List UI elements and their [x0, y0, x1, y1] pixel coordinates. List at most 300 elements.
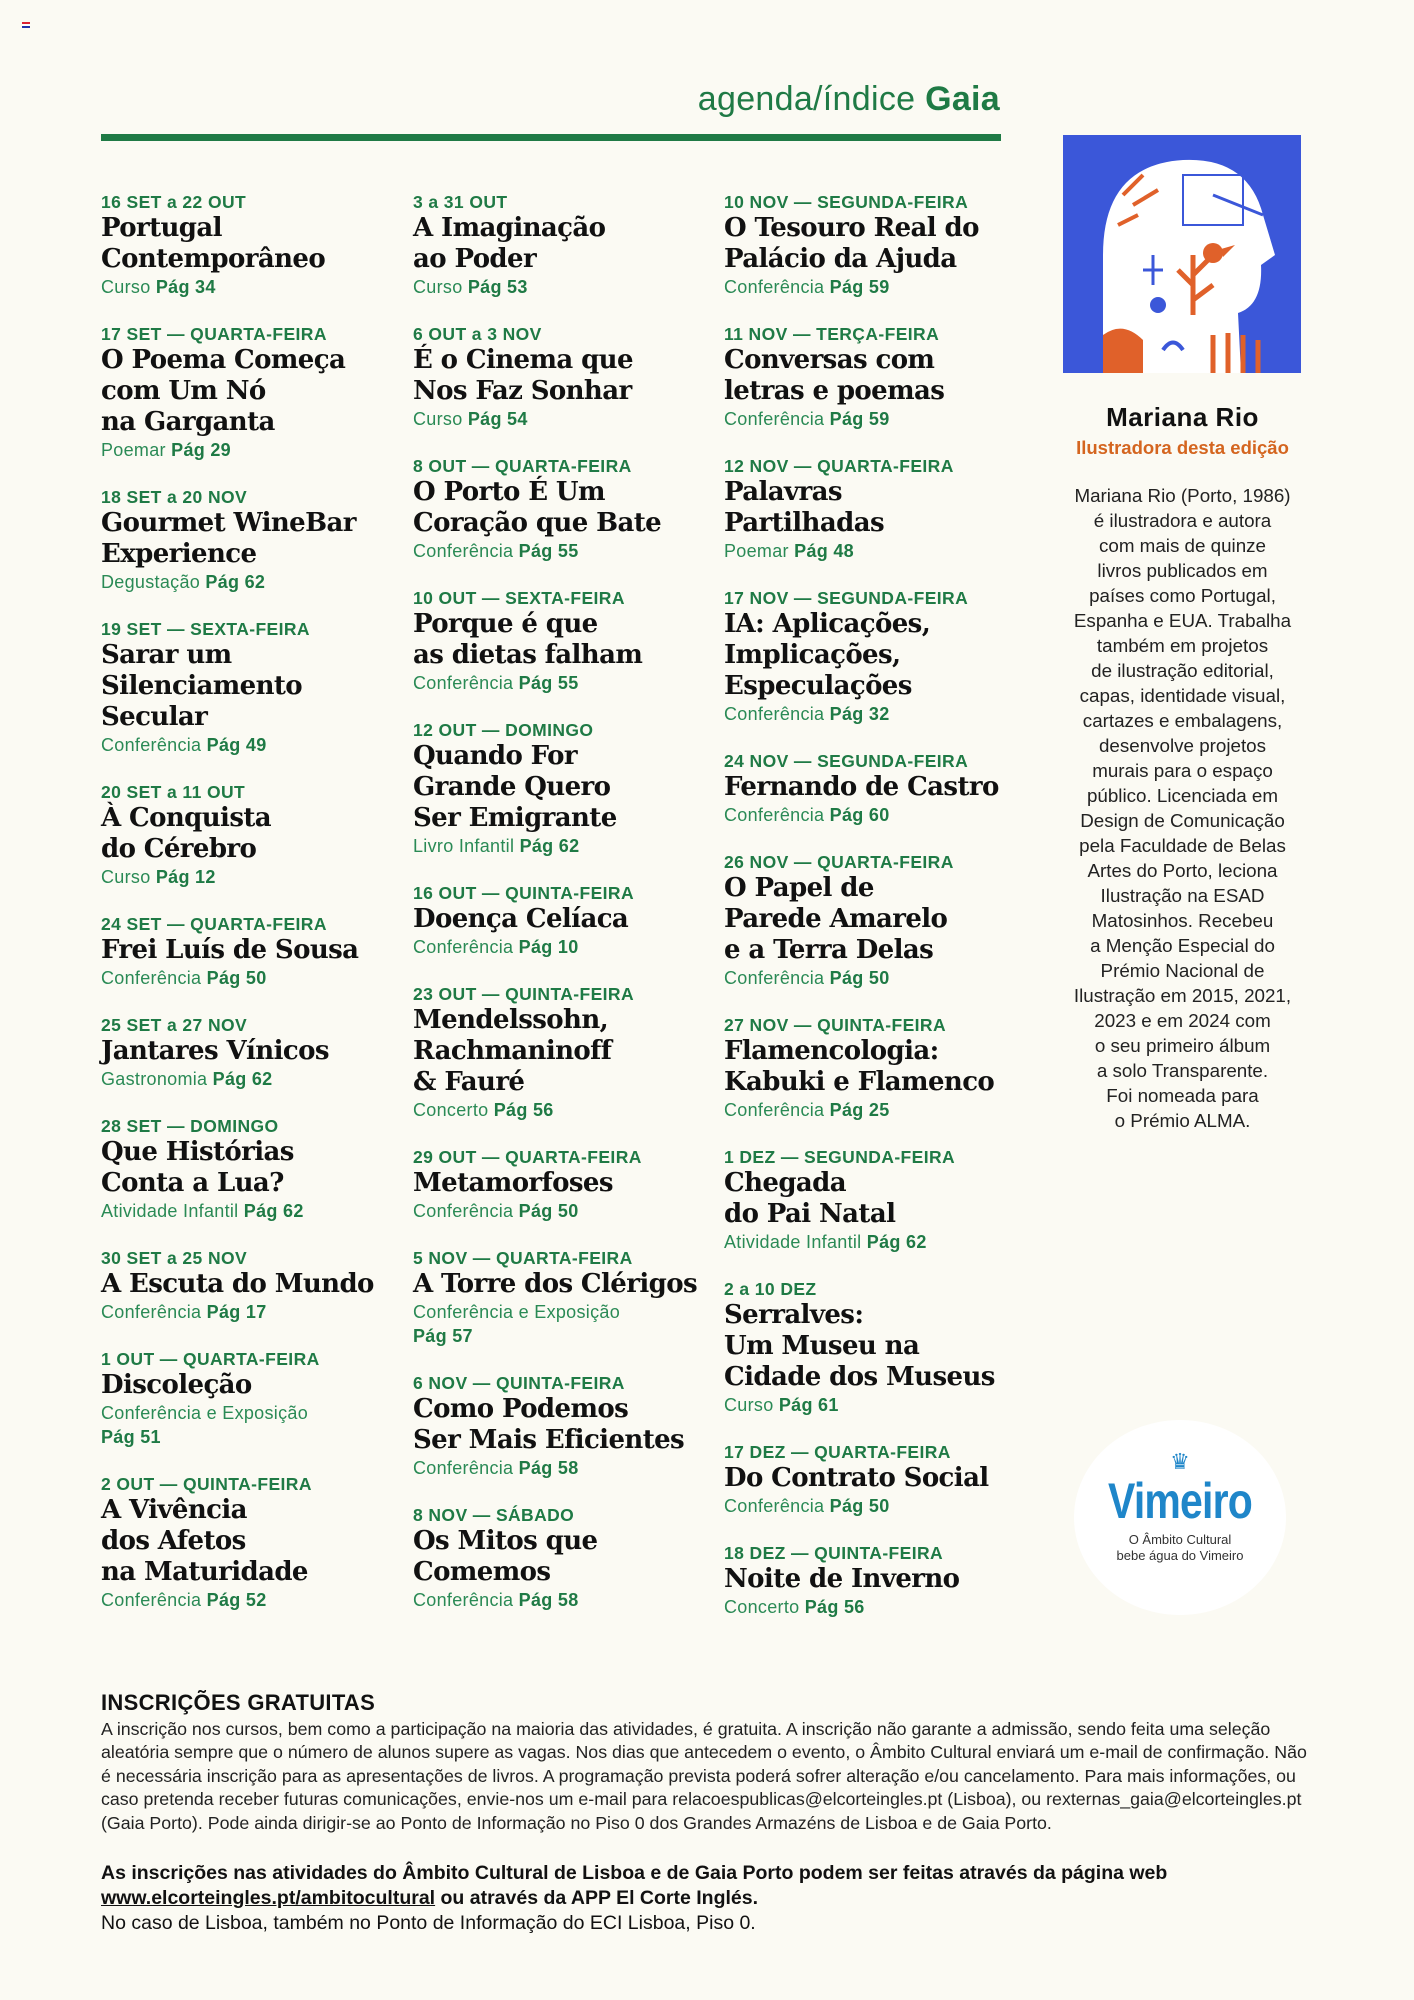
- event-category: Conferência: [413, 673, 514, 693]
- event-title-line: Flamencologia:: [724, 1036, 939, 1066]
- event-date: 24 NOV — SEGUNDA-FEIRA: [724, 751, 969, 771]
- event-title: [101, 1495, 401, 1588]
- event-title: [724, 873, 1024, 966]
- event-title: [413, 1005, 713, 1098]
- bio-line: é ilustradora e autora: [1093, 510, 1272, 531]
- event-meta: [724, 539, 1024, 563]
- bio-line: também em projetos: [1096, 635, 1269, 656]
- event-category: Poemar: [101, 440, 166, 460]
- event-date: 20 SET a 11 OUT: [101, 782, 246, 802]
- event-title-line: letras e poemas: [724, 376, 945, 406]
- agenda-event: [101, 1115, 401, 1223]
- agenda-event: [724, 1014, 1024, 1122]
- event-page: Pág 59: [829, 277, 890, 297]
- event-title-line: Do Contrato Social: [724, 1463, 989, 1493]
- agenda-event: [413, 1146, 713, 1223]
- vimeiro-logo: [1074, 1420, 1286, 1615]
- event-meta: [413, 1098, 713, 1122]
- event-category: Atividade Infantil: [101, 1201, 239, 1221]
- page-header: [698, 80, 1000, 119]
- event-date: 17 SET — QUARTA-FEIRA: [101, 324, 327, 344]
- event-date: 28 SET — DOMINGO: [101, 1116, 279, 1136]
- agenda-event: [101, 323, 401, 462]
- event-title: [413, 477, 713, 539]
- header-rule: [101, 134, 1001, 141]
- event-title: [724, 1168, 1024, 1230]
- event-meta: [413, 1588, 713, 1612]
- event-page: Pág 53: [467, 277, 528, 297]
- event-title-line: do Pai Natal: [724, 1199, 896, 1229]
- event-category: Conferência: [101, 968, 202, 988]
- agenda-event: [724, 191, 1024, 299]
- event-meta: [101, 1300, 401, 1324]
- agenda-event: [413, 323, 713, 431]
- event-date: 23 OUT — QUINTA-FEIRA: [413, 984, 634, 1004]
- event-title-line: Sarar um: [101, 640, 232, 670]
- event-meta: [724, 803, 1024, 827]
- artist-illustration: [1063, 135, 1301, 373]
- registration-info: [101, 1690, 1321, 1936]
- event-page: Pág 56: [804, 1597, 865, 1617]
- event-title-line: O Poema Começa: [101, 345, 346, 375]
- event-category: Conferência: [724, 805, 825, 825]
- event-category: Concerto: [724, 1597, 800, 1617]
- agenda-event: [413, 983, 713, 1122]
- agenda-event: [724, 1441, 1024, 1518]
- event-date: 25 SET a 27 NOV: [101, 1015, 248, 1035]
- event-category: Conferência: [413, 937, 514, 957]
- event-title: [724, 609, 1024, 702]
- event-page: Pág 12: [155, 867, 216, 887]
- event-page: Pág 25: [829, 1100, 890, 1120]
- event-page: Pág 50: [206, 968, 267, 988]
- ambito-cultural-link[interactable]: www.elcorteingles.pt/ambitocultural: [101, 1887, 436, 1910]
- event-category: Curso: [413, 409, 463, 429]
- event-title-line: A Vivência: [101, 1495, 247, 1525]
- registration-text-3: No caso de Lisboa, também no Ponto de Informação do ECI Lisboa, Piso 0.: [101, 1912, 756, 1935]
- bio-line: capas, identidade visual,: [1079, 685, 1286, 706]
- event-date: 3 a 31 OUT: [413, 192, 508, 212]
- event-category: Conferência: [101, 735, 202, 755]
- event-category: Livro Infantil: [413, 836, 515, 856]
- event-title-line: Silenciamento: [101, 671, 303, 701]
- event-category: Conferência: [413, 1458, 514, 1478]
- event-page: Pág 50: [829, 968, 890, 988]
- event-title-line: Mendelssohn,: [413, 1005, 609, 1035]
- bio-line: Mariana Rio (Porto, 1986): [1074, 485, 1291, 506]
- event-title-line: do Cérebro: [101, 834, 257, 864]
- event-page: Pág 50: [829, 1496, 890, 1516]
- bio-line: murais para o espaço: [1092, 760, 1273, 781]
- event-date: 6 OUT a 3 NOV: [413, 324, 542, 344]
- event-page: Pág 49: [206, 735, 267, 755]
- event-title-line: A Imaginação: [413, 213, 606, 243]
- event-title: [724, 345, 1024, 407]
- agenda-event: [101, 781, 401, 889]
- event-category: Curso: [101, 867, 151, 887]
- event-date: 10 NOV — SEGUNDA-FEIRA: [724, 192, 969, 212]
- event-title-line: A Escuta do Mundo: [101, 1269, 374, 1299]
- event-title-line: O Tesouro Real do: [724, 213, 979, 243]
- event-title-line: Especulações: [724, 671, 912, 701]
- bio-line: Artes do Porto, leciona: [1087, 860, 1278, 881]
- agenda-event: [413, 1247, 713, 1348]
- event-title-line: Grande Quero: [413, 772, 611, 802]
- event-date: 1 OUT — QUARTA-FEIRA: [101, 1349, 320, 1369]
- crown-icon: ♛: [1170, 1450, 1190, 1475]
- event-category: Conferência: [724, 1100, 825, 1120]
- event-title: [724, 477, 1024, 539]
- event-title-line: Coração que Bate: [413, 508, 662, 538]
- event-page: Pág 61: [778, 1395, 839, 1415]
- event-category: Conferência: [724, 1496, 825, 1516]
- event-title-line: Quando For: [413, 741, 577, 771]
- event-title: [101, 1269, 401, 1300]
- agenda-event: [724, 587, 1024, 726]
- event-title-line: Chegada: [724, 1168, 846, 1198]
- event-meta: [413, 1300, 713, 1348]
- event-meta: [101, 570, 401, 594]
- event-title: [101, 640, 401, 733]
- event-date: 18 DEZ — QUINTA-FEIRA: [724, 1543, 944, 1563]
- event-page: Pág 62: [243, 1201, 304, 1221]
- event-title-line: Implicações,: [724, 640, 901, 670]
- event-title-line: Conta a Lua?: [101, 1168, 284, 1198]
- event-category: Curso: [101, 277, 151, 297]
- event-category: Conferência: [724, 277, 825, 297]
- bio-line: Prémio Nacional de: [1100, 960, 1265, 981]
- event-meta: [101, 1588, 401, 1612]
- event-page: Pág 55: [518, 541, 579, 561]
- event-title-line: Conversas com: [724, 345, 935, 375]
- vimeiro-tagline-1: O Âmbito Cultural: [1128, 1532, 1232, 1547]
- event-title-line: & Fauré: [413, 1067, 525, 1097]
- event-title-line: com Um Nó: [101, 376, 266, 406]
- event-date: 18 SET a 20 NOV: [101, 487, 248, 507]
- event-meta: [101, 966, 401, 990]
- event-title-line: Gourmet WineBar: [101, 508, 356, 538]
- bio-line: Espanha e EUA. Trabalha: [1073, 610, 1292, 631]
- event-meta: [413, 275, 713, 299]
- event-title: [724, 1036, 1024, 1098]
- event-title-line: na Garganta: [101, 407, 275, 437]
- event-title: [413, 345, 713, 407]
- agenda-event: [413, 1504, 713, 1612]
- bio-line: Foi nomeada para: [1106, 1085, 1259, 1106]
- event-page: Pág 10: [518, 937, 579, 957]
- event-meta: [101, 865, 401, 889]
- event-title: [101, 803, 401, 865]
- bio-line: livros publicados em: [1097, 560, 1268, 581]
- event-category: Conferência: [413, 1590, 514, 1610]
- agenda-event: [101, 1473, 401, 1612]
- event-meta: [724, 702, 1024, 726]
- agenda-event: [724, 750, 1024, 827]
- event-title: [101, 1137, 401, 1199]
- event-title-line: À Conquista: [101, 803, 272, 833]
- vimeiro-brand: Vimeiro: [1108, 1473, 1252, 1529]
- registration-text-1: As inscrições nas atividades do Âmbito Cultural de Lisboa e de Gaia Porto podem ser feitas através da página web: [101, 1862, 1168, 1885]
- event-date: 2 OUT — QUINTA-FEIRA: [101, 1474, 312, 1494]
- event-meta: [413, 1456, 713, 1480]
- agenda-event: [101, 1348, 401, 1449]
- event-title-line: Jantares Vínicos: [101, 1036, 329, 1066]
- event-page: Pág 59: [829, 409, 890, 429]
- language-flag-icon: [22, 22, 30, 28]
- event-title: [413, 609, 713, 671]
- bio-line: a Menção Especial do: [1090, 935, 1275, 956]
- event-title-line: Cidade dos Museus: [724, 1362, 995, 1392]
- agenda-event: [413, 455, 713, 563]
- event-date: 24 SET — QUARTA-FEIRA: [101, 914, 327, 934]
- event-date: 26 NOV — QUARTA-FEIRA: [724, 852, 954, 872]
- agenda-event: [724, 1146, 1024, 1254]
- event-meta: [101, 733, 401, 757]
- event-page: Pág 55: [518, 673, 579, 693]
- event-page: Pág 51: [101, 1427, 161, 1447]
- agenda-event: [101, 191, 401, 299]
- artist-bio: [1040, 483, 1325, 1133]
- event-meta: [724, 1230, 1024, 1254]
- event-meta: [724, 275, 1024, 299]
- event-title-line: Ser Mais Eficientes: [413, 1425, 685, 1455]
- event-title: [724, 1300, 1024, 1393]
- event-meta: [724, 1393, 1024, 1417]
- event-title: [724, 1463, 1024, 1494]
- event-category: Conferência e Exposição: [413, 1302, 621, 1322]
- event-title-line: Kabuki e Flamenco: [724, 1067, 995, 1097]
- artist-role: Ilustradora desta edição: [1076, 437, 1289, 458]
- event-title-line: Serralves:: [724, 1300, 864, 1330]
- event-title: [724, 1564, 1024, 1595]
- event-page: Pág 48: [794, 541, 854, 561]
- event-date: 5 NOV — QUARTA-FEIRA: [413, 1248, 633, 1268]
- header-prefix: agenda/índice: [697, 80, 916, 118]
- event-category: Atividade Infantil: [724, 1232, 862, 1252]
- event-title: [101, 508, 401, 570]
- event-title-line: Portugal: [101, 213, 222, 243]
- event-date: 10 OUT — SEXTA-FEIRA: [413, 588, 625, 608]
- agenda-event: [101, 1014, 401, 1091]
- agenda-column-3: [724, 191, 1024, 1643]
- agenda-event: [413, 1372, 713, 1480]
- event-page: Pág 34: [155, 277, 216, 297]
- event-title: [413, 1526, 713, 1588]
- event-title: [413, 1269, 713, 1300]
- event-meta: [101, 1401, 401, 1449]
- agenda-event: [413, 882, 713, 959]
- event-date: 17 NOV — SEGUNDA-FEIRA: [724, 588, 969, 608]
- event-category: Gastronomia: [101, 1069, 208, 1089]
- event-title-line: Comemos: [413, 1557, 551, 1587]
- info-body: A inscrição nos cursos, bem como a participação na maioria das atividades, é gratuita. A inscrição não garante a admissão, sendo feita uma seleção aleatória sempre que o número de alunos supere as vagas. Nos dias que antecedem o evento, o Âmbito Cultural enviará um e-mail de confirmação. Não é necessária inscrição para as apresentações de livros. A programação prevista poderá sofrer alteração e/ou cancelamento. Para mais informações, ou caso pretenda receber futuras comunicações, envie-nos um e-mail para relacoespublicas@elcorteingles.pt (Lisboa), ou rexternas_gaia@elcorteingles.pt (Gaia Porto). Pode ainda dirigir-se ao Ponto de Informação no Piso 0 dos Grandes Armazéns de Lisboa e de Gaia Porto.: [101, 1719, 1307, 1833]
- event-meta: [413, 935, 713, 959]
- event-title-line: dos Afetos: [101, 1526, 246, 1556]
- event-date: 19 SET — SEXTA-FEIRA: [101, 619, 310, 639]
- event-page: Pág 54: [467, 409, 528, 429]
- event-title-line: Palavras: [724, 477, 842, 507]
- event-date: 11 NOV — TERÇA-FEIRA: [724, 324, 940, 344]
- event-date: 12 NOV — QUARTA-FEIRA: [724, 456, 954, 476]
- agenda-column-1: [101, 191, 401, 1636]
- agenda-event: [724, 1542, 1024, 1619]
- event-category: Conferência: [101, 1590, 202, 1610]
- agenda-event: [101, 1247, 401, 1324]
- event-title-line: Metamorfoses: [413, 1168, 613, 1198]
- bio-line: pela Faculdade de Belas: [1079, 835, 1286, 856]
- event-meta: [413, 834, 713, 858]
- event-title-line: Contemporâneo: [101, 244, 326, 274]
- event-meta: [413, 539, 713, 563]
- agenda-event: [413, 191, 713, 299]
- event-title: [724, 772, 1024, 803]
- event-date: 6 NOV — QUINTA-FEIRA: [413, 1373, 625, 1393]
- bio-line: de ilustração editorial,: [1091, 660, 1274, 681]
- event-title: [413, 213, 713, 275]
- event-category: Conferência: [413, 541, 514, 561]
- bio-line: o seu primeiro álbum: [1094, 1035, 1271, 1056]
- event-title: [101, 1370, 401, 1401]
- event-category: Poemar: [724, 541, 789, 561]
- event-page: Pág 32: [829, 704, 890, 724]
- event-page: Pág 62: [205, 572, 266, 592]
- event-meta: [413, 407, 713, 431]
- agenda-event: [101, 486, 401, 594]
- artist-name: Mariana Rio: [1106, 402, 1259, 432]
- event-title-line: Palácio da Ajuda: [724, 244, 957, 274]
- event-page: Pág 62: [866, 1232, 927, 1252]
- bio-line: a solo Transparente.: [1096, 1060, 1269, 1081]
- event-category: Conferência e Exposição: [101, 1403, 309, 1423]
- event-title-line: Um Museu na: [724, 1331, 920, 1361]
- event-meta: [724, 1595, 1024, 1619]
- event-title-line: Parede Amarelo: [724, 904, 948, 934]
- event-meta: [413, 671, 713, 695]
- artist-section: [1040, 402, 1325, 1133]
- agenda-column-2: [413, 191, 713, 1636]
- registration-text-2: ou através da APP El Corte Inglés.: [435, 1887, 759, 1910]
- event-title: [101, 213, 401, 275]
- agenda-event: [724, 323, 1024, 431]
- event-category: Conferência: [101, 1302, 202, 1322]
- event-page: Pág 17: [206, 1302, 267, 1322]
- event-page: Pág 60: [829, 805, 890, 825]
- event-title-line: as dietas falham: [413, 640, 643, 670]
- agenda-event: [413, 719, 713, 858]
- event-date: 27 NOV — QUINTA-FEIRA: [724, 1015, 946, 1035]
- event-title-line: Rachmaninoff: [413, 1036, 612, 1066]
- event-category: Degustação: [101, 572, 201, 592]
- event-category: Conferência: [724, 409, 825, 429]
- event-meta: [413, 1199, 713, 1223]
- event-date: 16 SET a 22 OUT: [101, 192, 247, 212]
- event-category: Conferência: [413, 1201, 514, 1221]
- registration-note: [101, 1861, 1321, 1936]
- event-meta: [724, 407, 1024, 431]
- event-title-line: Que Histórias: [101, 1137, 294, 1167]
- event-category: Conferência: [724, 704, 825, 724]
- event-title-line: Ser Emigrante: [413, 803, 617, 833]
- event-page: Pág 52: [206, 1590, 267, 1610]
- bio-line: público. Licenciada em: [1086, 785, 1279, 806]
- event-title: [413, 1168, 713, 1199]
- event-date: 16 OUT — QUINTA-FEIRA: [413, 883, 634, 903]
- event-title-line: Partilhadas: [724, 508, 884, 538]
- event-title-line: Secular: [101, 702, 208, 732]
- event-date: 29 OUT — QUARTA-FEIRA: [413, 1147, 642, 1167]
- event-meta: [101, 275, 401, 299]
- event-title: [724, 213, 1024, 275]
- event-title-line: e a Terra Delas: [724, 935, 934, 965]
- event-category: Concerto: [413, 1100, 489, 1120]
- event-meta: [101, 1199, 401, 1223]
- event-meta: [724, 966, 1024, 990]
- bio-line: desenvolve projetos: [1098, 735, 1267, 756]
- event-page: Pág 29: [171, 440, 231, 460]
- bio-line: países como Portugal,: [1089, 585, 1276, 606]
- agenda-event: [101, 913, 401, 990]
- event-date: 12 OUT — DOMINGO: [413, 720, 594, 740]
- bio-line: cartazes e embalagens,: [1082, 710, 1283, 731]
- agenda-event: [724, 1278, 1024, 1417]
- illustration-drawing: [1063, 135, 1301, 373]
- event-title-line: Os Mitos que: [413, 1526, 598, 1556]
- event-page: Pág 62: [212, 1069, 273, 1089]
- bio-line: Design de Comunicação: [1080, 810, 1285, 831]
- event-page: Pág 62: [519, 836, 580, 856]
- event-category: Curso: [413, 277, 463, 297]
- event-meta: [724, 1494, 1024, 1518]
- bio-line: o Prémio ALMA.: [1114, 1110, 1251, 1131]
- event-date: 8 NOV — SÁBADO: [413, 1505, 575, 1525]
- bio-line: 2023 e em 2024 com: [1094, 1010, 1271, 1031]
- vimeiro-tagline-2: bebe água do Vimeiro: [1116, 1548, 1244, 1563]
- event-title-line: na Maturidade: [101, 1557, 308, 1587]
- event-title: [101, 1036, 401, 1067]
- event-title-line: Porque é que: [413, 609, 598, 639]
- event-date: 30 SET a 25 NOV: [101, 1248, 248, 1268]
- event-title-line: O Porto É Um: [413, 477, 605, 507]
- event-title-line: Experience: [101, 539, 257, 569]
- event-title: [413, 904, 713, 935]
- event-page: Pág 57: [413, 1326, 473, 1346]
- event-category: Conferência: [724, 968, 825, 988]
- event-date: 1 DEZ — SEGUNDA-FEIRA: [724, 1147, 956, 1167]
- event-date: 2 a 10 DEZ: [724, 1279, 817, 1299]
- event-meta: [101, 1067, 401, 1091]
- event-date: 17 DEZ — QUARTA-FEIRA: [724, 1442, 951, 1462]
- event-category: Curso: [724, 1395, 774, 1415]
- event-meta: [101, 438, 401, 462]
- event-title-line: Doença Celíaca: [413, 904, 629, 934]
- bio-line: Ilustração em 2015, 2021,: [1073, 985, 1292, 1006]
- event-title: [101, 935, 401, 966]
- event-title: [413, 1394, 713, 1456]
- event-title-line: Como Podemos: [413, 1394, 629, 1424]
- event-title-line: O Papel de: [724, 873, 874, 903]
- event-title-line: É o Cinema que: [413, 345, 633, 375]
- event-date: 8 OUT — QUARTA-FEIRA: [413, 456, 632, 476]
- agenda-event: [101, 618, 401, 757]
- event-title-line: IA: Aplicações,: [724, 609, 931, 639]
- bio-line: Matosinhos. Recebeu: [1091, 910, 1274, 931]
- event-title-line: Discoleção: [101, 1370, 252, 1400]
- agenda-event: [724, 455, 1024, 563]
- event-page: Pág 56: [493, 1100, 554, 1120]
- event-title: [101, 345, 401, 438]
- event-title: [413, 741, 713, 834]
- event-title-line: ao Poder: [413, 244, 537, 274]
